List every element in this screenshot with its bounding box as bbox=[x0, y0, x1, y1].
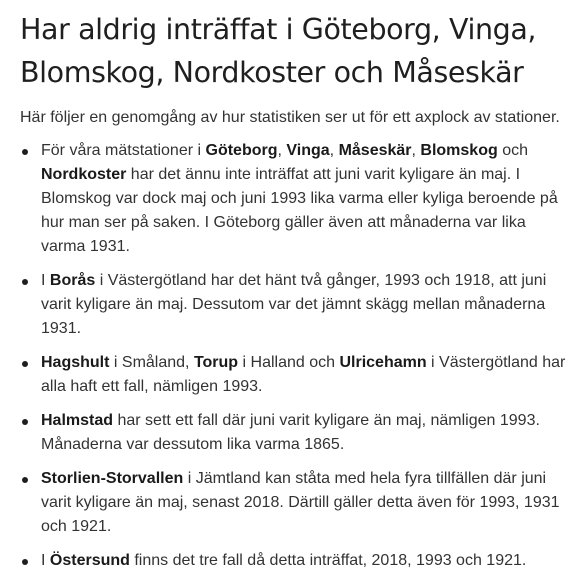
item-text: i Västergötland har alla haft ett fall, nämligen 1993. bbox=[41, 354, 566, 395]
station-hagshult: Hagshult bbox=[41, 354, 110, 371]
bullet-icon bbox=[22, 361, 28, 367]
article-intro: Här följer en genomgång av hur statistiken ser ut för ett axplock av stationer. bbox=[20, 109, 560, 126]
item-text: För våra mätstationer i bbox=[41, 142, 206, 159]
item-text: i Halland och bbox=[238, 354, 340, 371]
article-heading: Har aldrig inträffat i Göteborg, Vinga, Blomskog, Nordkoster och Måseskär bbox=[20, 13, 537, 89]
item-text: har sett ett fall där juni varit kyligare än maj, nämligen 1993. Månaderna var dessutom lika varma 1865. bbox=[41, 412, 540, 453]
list-item-hagshult bbox=[20, 351, 566, 399]
item-text: i Småland, bbox=[109, 354, 194, 371]
station-halmstad: Halmstad bbox=[41, 412, 114, 429]
station-goteborg: Göteborg bbox=[205, 142, 278, 159]
station-ostersund: Östersund bbox=[49, 552, 130, 569]
item-text: , bbox=[411, 142, 421, 159]
item-text: I bbox=[41, 552, 50, 569]
list-item-halmstad bbox=[20, 409, 566, 457]
item-text: i Västergötland har det hänt två gånger, 1993 och 1918, att juni varit kyligare än maj. Dessutom var det jämnt skägg mellan månaderna 1931. bbox=[41, 272, 547, 337]
station-list bbox=[20, 139, 566, 573]
bullet-icon bbox=[22, 149, 28, 155]
list-item-storlien bbox=[20, 467, 566, 539]
station-blomskog: Blomskog bbox=[420, 142, 498, 159]
bullet-icon bbox=[22, 279, 28, 285]
article bbox=[20, 8, 566, 583]
list-item-boras bbox=[20, 269, 566, 341]
item-text: I bbox=[41, 272, 50, 289]
item-text: i Jämtland kan ståta med hela fyra tillfällen där juni varit kyligare än maj, senast 2018. Därtill gäller detta även för 1993, 1931 och 1921. bbox=[41, 470, 560, 535]
item-text: , bbox=[277, 142, 287, 159]
bullet-icon bbox=[22, 477, 28, 483]
bullet-icon bbox=[22, 559, 28, 565]
list-item-goteborg bbox=[20, 139, 566, 259]
bullet-icon bbox=[22, 419, 28, 425]
item-text: och bbox=[497, 142, 528, 159]
item-text: har det ännu inte inträffat att juni varit kyligare än maj. I Blomskog var dock maj och juni 1993 lika varma eller kyliga beroende på hur man ser på saken. I Göteborg gäller även att månaderna var lika varma 1931. bbox=[41, 166, 558, 255]
station-maseskar: Måseskär bbox=[338, 142, 412, 159]
list-item-ostersund bbox=[20, 549, 566, 573]
station-storlien-storvallen: Storlien-Storvallen bbox=[41, 470, 184, 487]
station-boras: Borås bbox=[49, 272, 96, 289]
item-text: finns det tre fall då detta inträffat, 2018, 1993 och 1921. bbox=[129, 552, 527, 569]
item-text: , bbox=[329, 142, 339, 159]
station-ulricehamn: Ulricehamn bbox=[339, 354, 427, 371]
station-nordkoster: Nordkoster bbox=[41, 166, 127, 183]
station-torup: Torup bbox=[193, 354, 239, 371]
station-vinga: Vinga bbox=[286, 142, 330, 159]
